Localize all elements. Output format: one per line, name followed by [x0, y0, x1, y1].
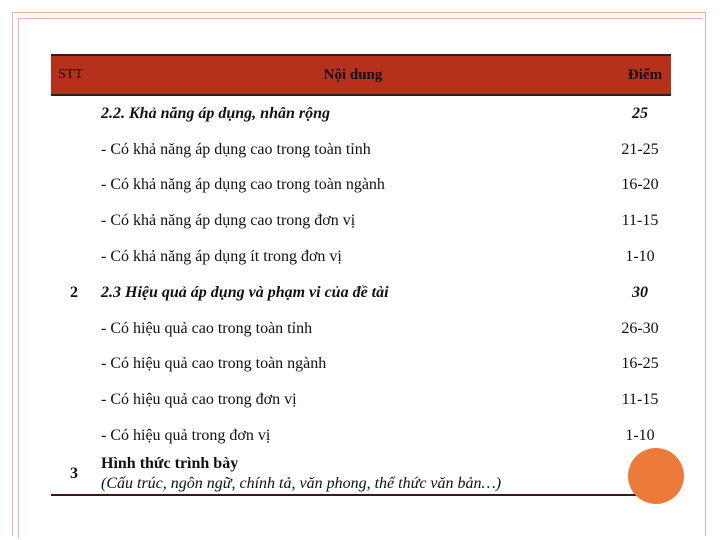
- criterion-text: - Có hiệu quả cao trong toàn tỉnh: [101, 319, 313, 337]
- criterion-text: - Có hiệu quả cao trong toàn ngành: [101, 355, 327, 373]
- criterion-text: - Có hiệu quả trong đơn vị: [101, 427, 271, 445]
- section-heading: 2.3 Hiệu quả áp dụng và phạm vi của đề tài: [101, 283, 389, 301]
- row-number-2: 2: [70, 283, 78, 301]
- criterion-points: 1-10: [625, 427, 655, 445]
- row-number-3: 3: [51, 454, 97, 495]
- table-row: [51, 132, 671, 168]
- criterion-points: 16-25: [621, 355, 659, 373]
- table-body: [51, 95, 671, 495]
- presentation-note: (Cấu trúc, ngôn ngữ, chính tả, văn phong, thể thức văn bản…): [101, 474, 502, 492]
- table-row: [51, 454, 671, 495]
- criterion-points: 11-15: [621, 391, 659, 409]
- table-row: [51, 311, 671, 347]
- criterion-text: - Có khả năng áp dụng ít trong đơn vị: [101, 248, 342, 266]
- table-row: [51, 239, 671, 275]
- criterion-points: 16-20: [621, 176, 659, 194]
- decorative-orange-circle: [628, 448, 684, 504]
- criterion-text: - Có khả năng áp dụng cao trong đơn vị: [101, 212, 356, 230]
- section-heading: 2.2. Khả năng áp dụng, nhân rộng: [101, 104, 330, 122]
- header-points: Điểm: [609, 55, 671, 95]
- table-row: [51, 168, 671, 204]
- presentation-cell: [97, 454, 609, 495]
- table-row: [51, 418, 671, 454]
- table-row: [51, 275, 671, 311]
- presentation-title: Hình thức trình bày: [101, 454, 239, 472]
- section-points: 25: [632, 104, 648, 122]
- criterion-points: 26-30: [621, 319, 659, 337]
- header-content: Nội dung: [97, 55, 609, 95]
- criterion-points: 11-15: [621, 212, 659, 230]
- scoring-table: [51, 54, 671, 496]
- table-row: [51, 203, 671, 239]
- criterion-text: - Có khả năng áp dụng cao trong toàn tỉnh: [101, 140, 371, 158]
- criterion-text: - Có khả năng áp dụng cao trong toàn ngành: [101, 176, 385, 194]
- header-stt: STT: [51, 55, 97, 95]
- table-header-row: [51, 55, 671, 95]
- criterion-text: - Có hiệu quả cao trong đơn vị: [101, 391, 297, 409]
- criterion-points: 21-25: [621, 140, 659, 158]
- section-points: 30: [632, 283, 648, 301]
- table-row: [51, 382, 671, 418]
- table-row: [51, 95, 671, 132]
- table-row: [51, 347, 671, 383]
- criterion-points: 1-10: [625, 248, 655, 266]
